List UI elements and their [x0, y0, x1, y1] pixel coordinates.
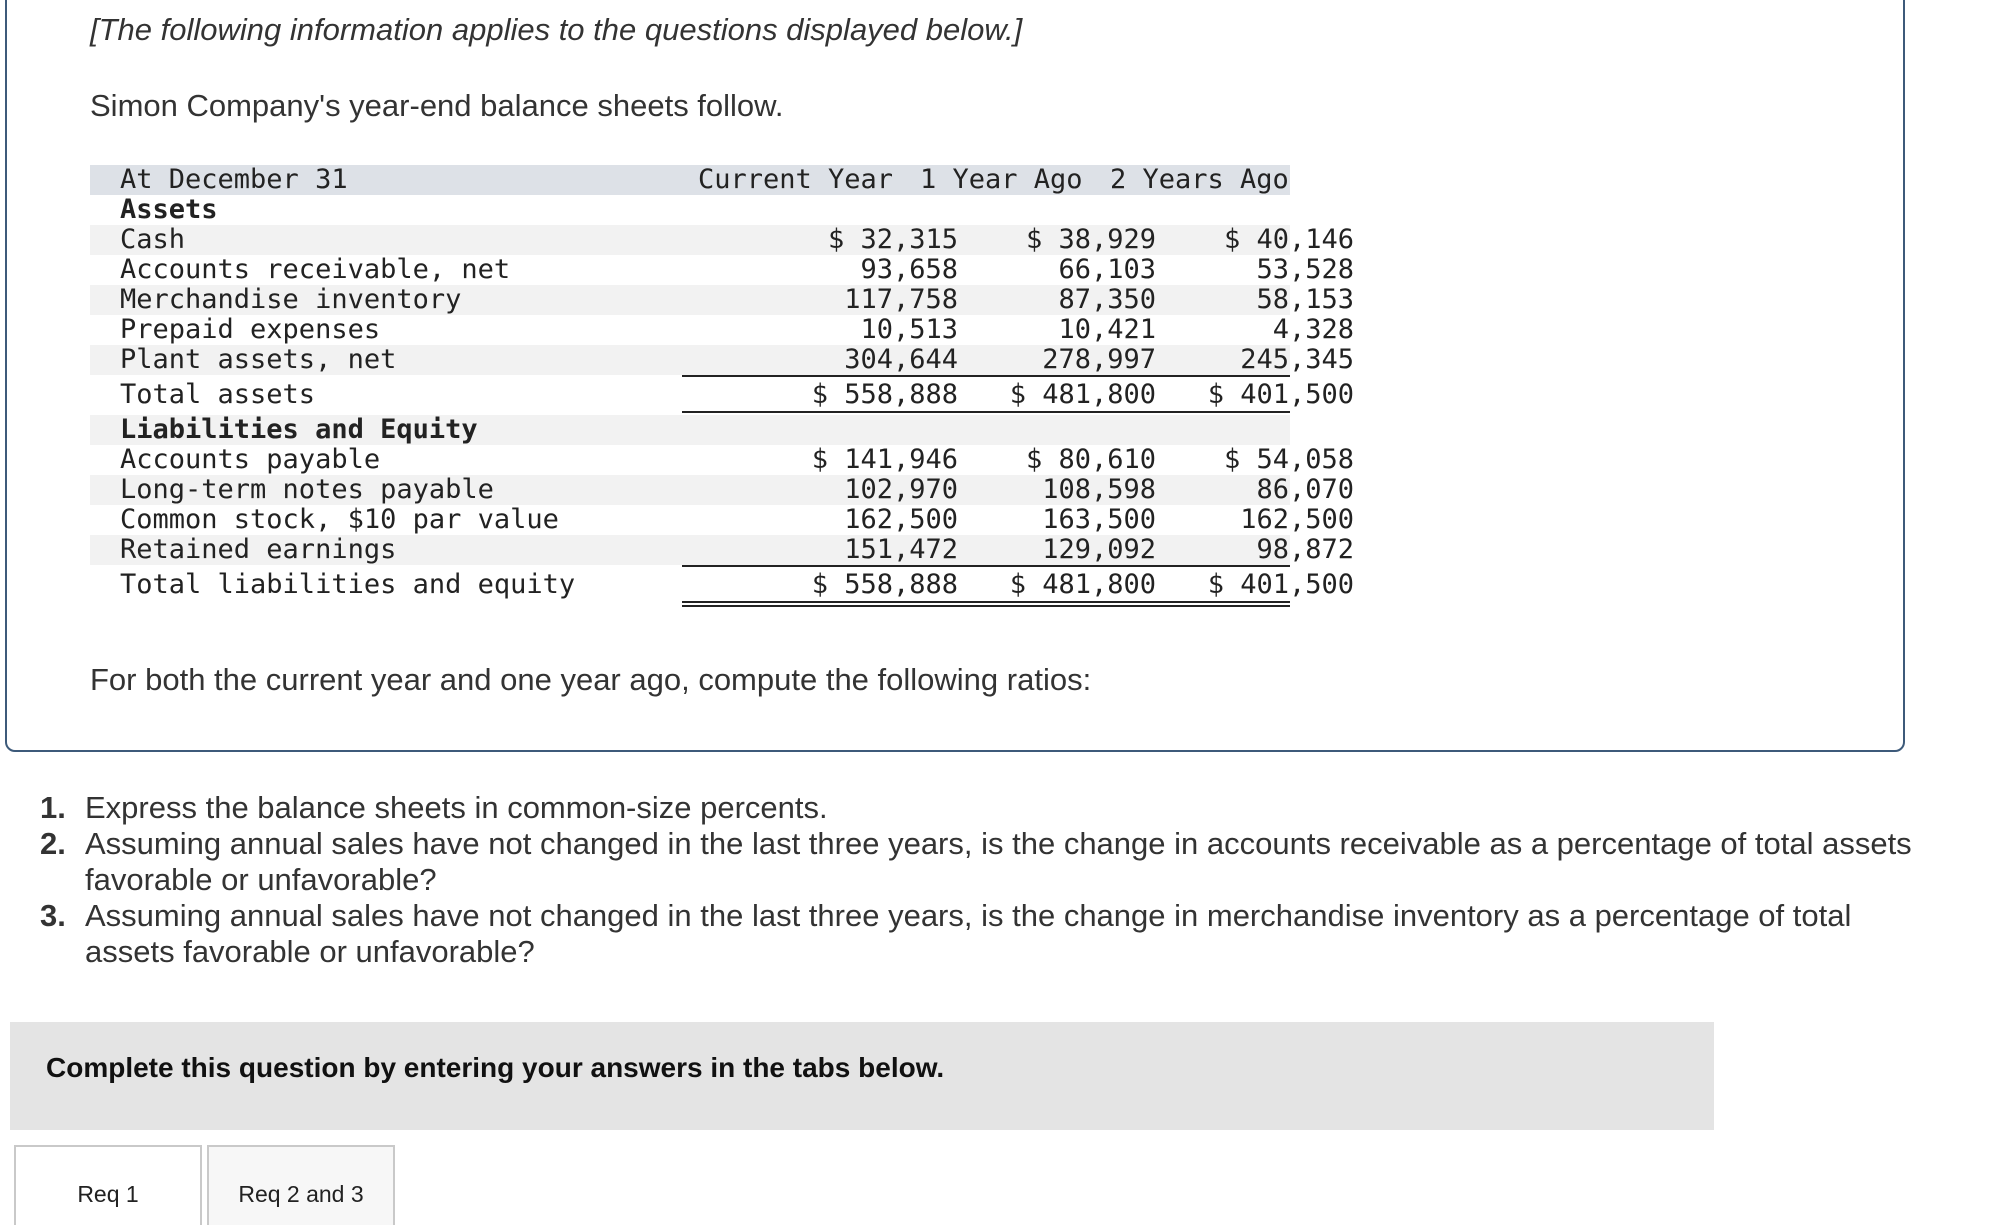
value-2-years-ago: 245,345 [1240, 344, 1354, 375]
value-1-year-ago: $ 481,800 [1009, 379, 1156, 410]
value-1-year-ago: 87,350 [1058, 284, 1156, 315]
value-current-year: 102,970 [844, 474, 958, 505]
value-1-year-ago: 66,103 [1058, 254, 1156, 285]
table-row [90, 284, 1354, 315]
header-label: At December 31 [120, 164, 348, 195]
value-1-year-ago: $ 38,929 [1025, 224, 1156, 255]
value-2-years-ago: 86,070 [1256, 474, 1354, 505]
total-row [90, 565, 1354, 605]
value-current-year: 117,758 [844, 284, 958, 315]
total-row [90, 375, 1354, 415]
assets-heading: Assets [120, 194, 218, 225]
section-heading-row [90, 195, 1290, 225]
value-1-year-ago: 108,598 [1042, 474, 1156, 505]
value-current-year: 93,658 [860, 254, 958, 285]
table-row [90, 474, 1354, 505]
header-current-year: Current Year [698, 164, 894, 195]
tab-req-2-and-3[interactable] [207, 1145, 395, 1225]
value-2-years-ago: 98,872 [1256, 534, 1354, 565]
value-2-years-ago: 53,528 [1256, 254, 1354, 285]
value-current-year: $ 32,315 [827, 224, 958, 255]
value-1-year-ago: 10,421 [1058, 314, 1156, 345]
total-double-rule [682, 601, 1290, 607]
value-1-year-ago: 278,997 [1042, 344, 1156, 375]
tab-label: Req 2 and 3 [238, 1181, 364, 1207]
value-current-year: 10,513 [860, 314, 958, 345]
question-number: 2. [40, 826, 66, 861]
value-2-years-ago: $ 54,058 [1223, 444, 1354, 475]
value-current-year: $ 558,888 [811, 379, 958, 410]
value-2-years-ago: $ 40,146 [1223, 224, 1354, 255]
table-row [90, 504, 1354, 535]
row-label: Accounts receivable, net [120, 254, 511, 285]
tab-req-1[interactable] [14, 1145, 202, 1225]
tab-label: Req 1 [77, 1181, 139, 1207]
row-label: Plant assets, net [120, 344, 397, 375]
row-label: Cash [120, 224, 186, 255]
row-label: Total assets [120, 379, 316, 410]
value-2-years-ago: $ 401,500 [1207, 569, 1354, 600]
header-2-years-ago: 2 Years Ago [1110, 164, 1289, 195]
table-row [90, 254, 1354, 285]
row-label: Prepaid expenses [120, 314, 381, 345]
value-1-year-ago: $ 80,610 [1025, 444, 1156, 475]
row-label: Total liabilities and equity [120, 569, 576, 600]
question-item [40, 826, 1940, 898]
row-label: Common stock, $10 par value [120, 504, 559, 535]
section-heading-row [90, 415, 1290, 445]
instructions-banner [10, 1022, 1714, 1130]
table-row [90, 224, 1354, 255]
question-text: Assuming annual sales have not changed in the last three years, is the change in merchandise inventory as a percentage of total assets favorable or unfavorable? [85, 898, 1852, 969]
header-1-year-ago: 1 Year Ago [920, 164, 1083, 195]
instructions-text: Complete this question by entering your answers in the tabs below. [46, 1052, 945, 1083]
value-current-year: $ 141,946 [811, 444, 958, 475]
compute-instructions: For both the current year and one year ago, compute the following ratios: [90, 662, 1092, 697]
value-current-year: $ 558,888 [811, 569, 958, 600]
table-row [90, 534, 1354, 565]
value-current-year: 162,500 [844, 504, 958, 535]
balance-sheet-table [90, 164, 1354, 605]
question-text: Express the balance sheets in common-size percents. [85, 790, 828, 825]
question-number: 3. [40, 898, 66, 933]
value-1-year-ago: 129,092 [1042, 534, 1156, 565]
value-2-years-ago: $ 401,500 [1207, 379, 1354, 410]
value-1-year-ago: $ 481,800 [1009, 569, 1156, 600]
table-row [90, 314, 1354, 345]
question-item [40, 790, 1940, 826]
intro-note: [The following information applies to the questions displayed below.] [90, 12, 1023, 47]
table-header-row [90, 165, 1290, 195]
value-2-years-ago: 162,500 [1240, 504, 1354, 535]
row-label: Long-term notes payable [120, 474, 494, 505]
intro-text: Simon Company's year-end balance sheets follow. [90, 88, 784, 123]
row-label: Accounts payable [120, 444, 381, 475]
question-item [40, 898, 1940, 970]
liabilities-heading: Liabilities and Equity [120, 414, 478, 445]
row-label: Retained earnings [120, 534, 397, 565]
value-current-year: 151,472 [844, 534, 958, 565]
value-current-year: 304,644 [844, 344, 958, 375]
table-row [90, 444, 1354, 475]
question-list [40, 790, 1940, 970]
row-label: Merchandise inventory [120, 284, 462, 315]
table-row [90, 344, 1354, 375]
value-2-years-ago: 4,328 [1272, 314, 1354, 345]
value-1-year-ago: 163,500 [1042, 504, 1156, 535]
question-number: 1. [40, 790, 66, 825]
value-2-years-ago: 58,153 [1256, 284, 1354, 315]
question-text: Assuming annual sales have not changed in the last three years, is the change in accounts receivable as a percentage of total assets favorable or unfavorable? [85, 826, 1912, 897]
